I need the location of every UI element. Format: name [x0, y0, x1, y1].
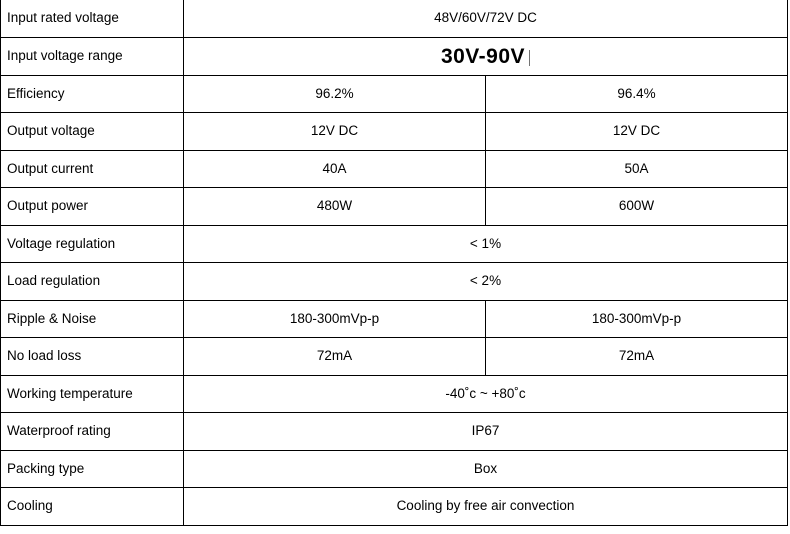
text-caret-icon	[529, 50, 530, 66]
row-value: < 1%	[184, 225, 788, 263]
row-value: IP67	[184, 413, 788, 451]
row-label: Cooling	[1, 488, 184, 526]
row-value: Cooling by free air convection	[184, 488, 788, 526]
row-value: -40˚c ~ +80˚c	[184, 375, 788, 413]
row-value-secondary: 50A	[486, 150, 788, 188]
row-value: 30V-90V	[440, 44, 526, 68]
table-row	[1, 413, 788, 451]
table-row	[1, 488, 788, 526]
row-value-cell	[184, 38, 788, 76]
row-label: No load loss	[1, 338, 184, 376]
row-value-primary: 180-300mVp-p	[184, 300, 486, 338]
row-label: Input voltage range	[1, 38, 184, 76]
row-label: Input rated voltage	[1, 0, 184, 38]
table-row	[1, 225, 788, 263]
table-row	[1, 300, 788, 338]
row-value: 48V/60V/72V DC	[184, 0, 788, 38]
row-label: Load regulation	[1, 263, 184, 301]
row-label: Working temperature	[1, 375, 184, 413]
table-row	[1, 113, 788, 151]
table-row	[1, 375, 788, 413]
row-label: Ripple & Noise	[1, 300, 184, 338]
row-value: Box	[184, 450, 788, 488]
table-row	[1, 263, 788, 301]
row-label: Output current	[1, 150, 184, 188]
row-value: < 2%	[184, 263, 788, 301]
table-row	[1, 0, 788, 38]
row-label: Packing type	[1, 450, 184, 488]
row-value-secondary: 12V DC	[486, 113, 788, 151]
table-row	[1, 188, 788, 226]
row-value-primary: 96.2%	[184, 75, 486, 113]
table-row	[1, 338, 788, 376]
table-row	[1, 75, 788, 113]
row-label: Output power	[1, 188, 184, 226]
row-value-secondary: 72mA	[486, 338, 788, 376]
row-value-secondary: 600W	[486, 188, 788, 226]
row-label: Output voltage	[1, 113, 184, 151]
row-value-primary: 40A	[184, 150, 486, 188]
row-value-primary: 480W	[184, 188, 486, 226]
row-value-secondary: 180-300mVp-p	[486, 300, 788, 338]
row-label: Waterproof rating	[1, 413, 184, 451]
table-row	[1, 150, 788, 188]
row-value-primary: 12V DC	[184, 113, 486, 151]
table-row	[1, 450, 788, 488]
table-row	[1, 38, 788, 76]
row-label: Voltage regulation	[1, 225, 184, 263]
row-value-secondary: 96.4%	[486, 75, 788, 113]
row-value-primary: 72mA	[184, 338, 486, 376]
row-label: Efficiency	[1, 75, 184, 113]
